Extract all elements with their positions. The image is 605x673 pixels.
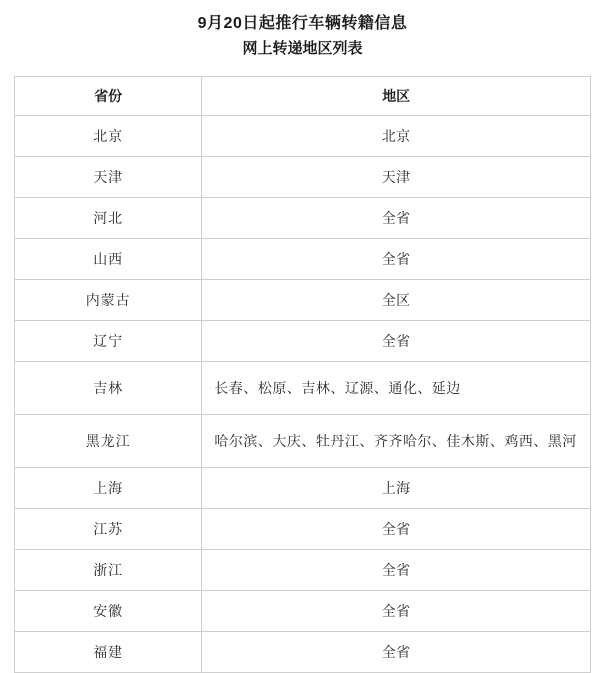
cell-province: 黑龙江 (15, 415, 202, 468)
cell-area: 长春、松原、吉林、辽源、通化、延边 (202, 362, 590, 415)
cell-province: 辽宁 (15, 321, 202, 362)
cell-area: 全省 (202, 632, 590, 673)
cell-province: 上海 (15, 468, 202, 509)
cell-province: 北京 (15, 116, 202, 157)
table-container (14, 76, 591, 673)
region-table (15, 77, 590, 673)
cell-area: 全区 (202, 280, 590, 321)
cell-area: 全省 (202, 198, 590, 239)
cell-province: 安徽 (15, 591, 202, 632)
column-header-province: 省份 (15, 77, 202, 116)
cell-area: 全省 (202, 509, 590, 550)
cell-area: 哈尔滨、大庆、牡丹江、齐齐哈尔、佳木斯、鸡西、黑河 (202, 415, 590, 468)
cell-area: 北京 (202, 116, 590, 157)
table-row (15, 632, 590, 673)
table-row (15, 321, 590, 362)
table-row (15, 157, 590, 198)
column-header-area: 地区 (202, 77, 590, 116)
title-block (0, 0, 605, 62)
cell-area: 全省 (202, 239, 590, 280)
cell-province: 天津 (15, 157, 202, 198)
table-row (15, 415, 590, 468)
cell-area: 全省 (202, 591, 590, 632)
table-row (15, 362, 590, 415)
cell-area: 全省 (202, 550, 590, 591)
cell-province: 内蒙古 (15, 280, 202, 321)
table-row (15, 280, 590, 321)
table-row (15, 198, 590, 239)
page-title: 9月20日起推行车辆转籍信息 (197, 15, 408, 32)
table-row (15, 550, 590, 591)
cell-area: 天津 (202, 157, 590, 198)
cell-area: 上海 (202, 468, 590, 509)
cell-province: 江苏 (15, 509, 202, 550)
table-row (15, 239, 590, 280)
table-row (15, 591, 590, 632)
cell-province: 福建 (15, 632, 202, 673)
page-subtitle: 网上转递地区列表 (242, 40, 363, 57)
table-row (15, 116, 590, 157)
cell-province: 山西 (15, 239, 202, 280)
cell-province: 吉林 (15, 362, 202, 415)
table-row (15, 468, 590, 509)
table-row (15, 509, 590, 550)
cell-province: 河北 (15, 198, 202, 239)
table-header-row (15, 77, 590, 116)
cell-province: 浙江 (15, 550, 202, 591)
cell-area: 全省 (202, 321, 590, 362)
